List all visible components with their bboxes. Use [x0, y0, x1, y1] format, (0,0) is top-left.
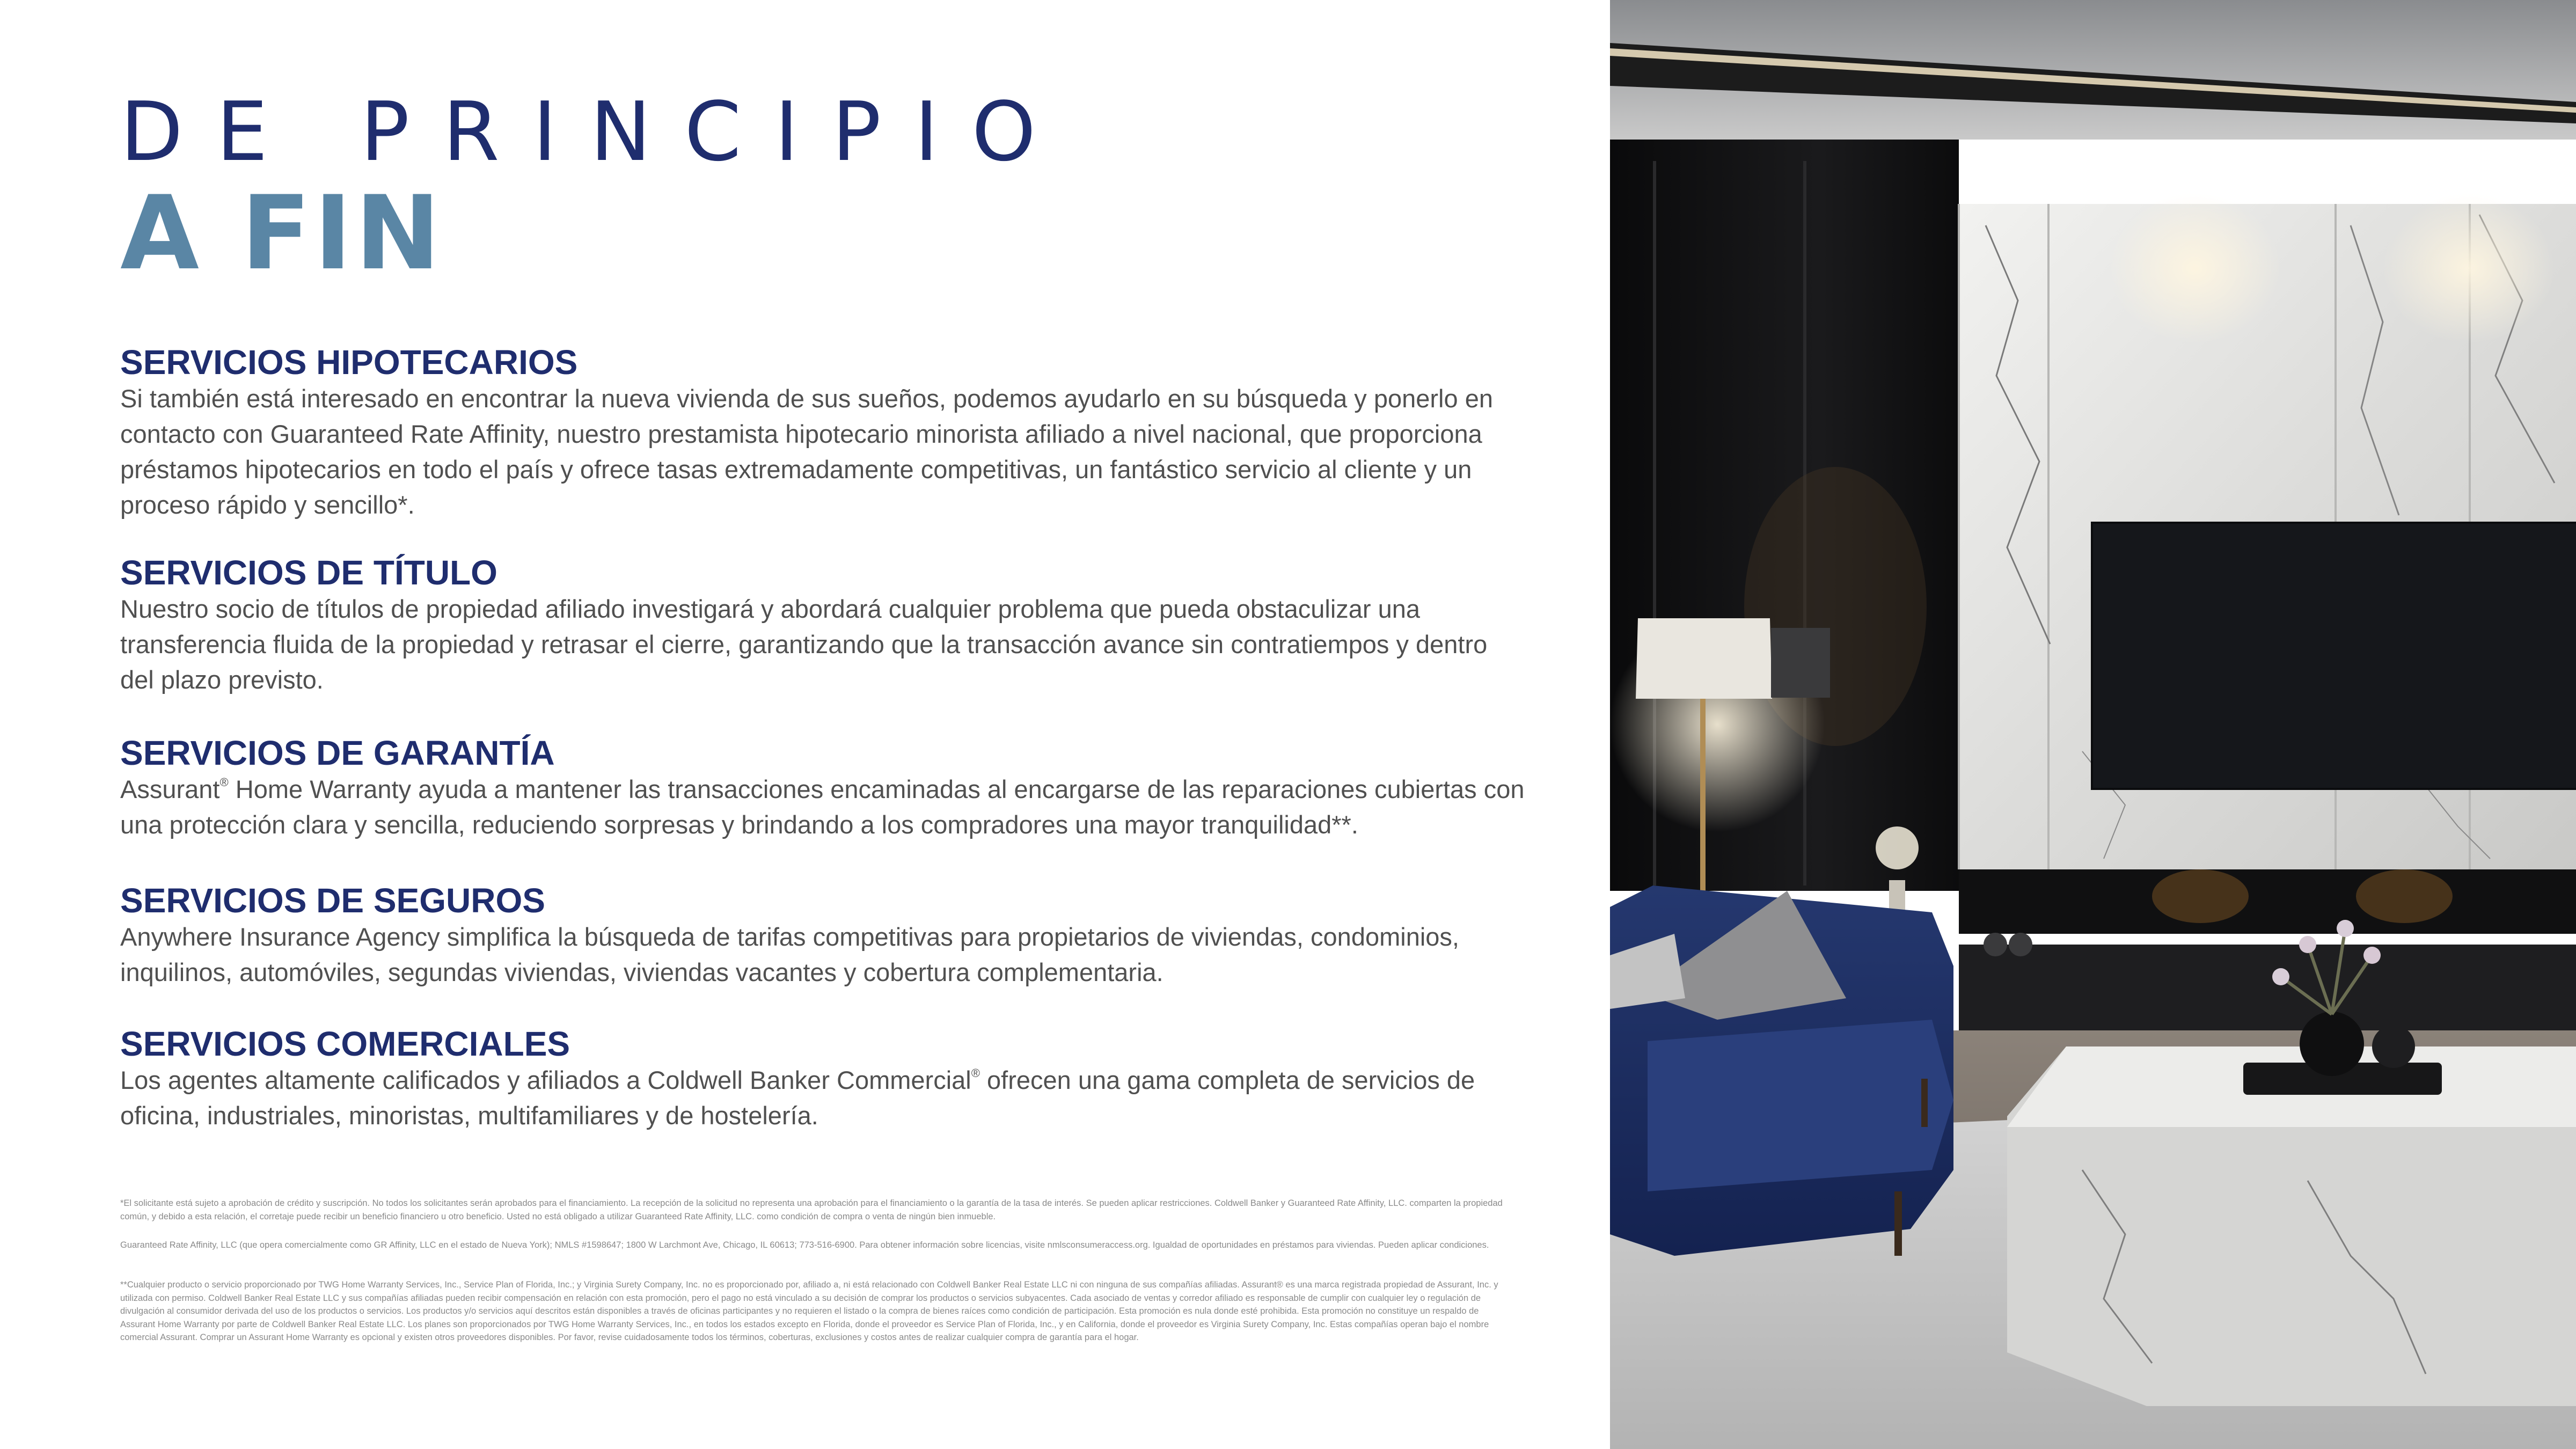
section-title-services [120, 554, 1526, 698]
section-title-title: SERVICIOS DE TÍTULO [120, 553, 497, 592]
section-title-warranty: SERVICIOS DE GARANTÍA [120, 734, 555, 772]
registered-mark: ® [219, 775, 229, 789]
section-commercial [120, 1025, 1526, 1133]
section-mortgage [120, 343, 1526, 523]
warranty-brand: Assurant [120, 775, 220, 803]
footnote-warranty-disclaimer: **Cualquier producto o servicio proporcionado por TWG Home Warranty Services, Inc., Service Plan of Florida, Inc.; y Virginia Surety Company, Inc. no es proporcionado por, afiliado a, ni está relacionado con Coldwell Banker Real Estate LLC ni con ninguna de sus compañías afiliadas. Assurant® es una marca registrada propiedad de Assurant, Inc. y utilizada con permiso. Coldwell Banker Real Estate LLC y sus compañías afiliadas pueden recibir compensación en relación con esta promoción, pero el pago no está vinculado a su decisión de comprar los productos o servicios subyacentes. Cada asociado de ventas y corredor afiliado es responsable de cumplir con cualquier ley o regulación de divulgación al consumidor derivada del uso de los productos o servicios. Los productos y/o servicios aquí descritos están disponibles a través de oficinas participantes y no requieren el listado o la compra de bienes raíces como condición de participación. Esta promoción es nula donde esté prohibida. Esta promoción no constituye un respaldo de Assurant Home Warranty por parte de Coldwell Banker Real Estate LLC. Los planes son proporcionados por TWG Home Warranty Services, Inc., en todos los estados excepto en Florida, donde el proveedor es Service Plan of Florida, Inc., y en California, donde el proveedor es Virginia Surety Company, Inc. Estas compañías operan bajo el nombre comercial Assurant. Comprar un Assurant Home Warranty es opcional y existen otros proveedores disponibles. Por favor, revise cuidadosamente todos los términos, coberturas, exclusiones y costos antes de realizar cualquier compra de garantía para el hogar. [120, 1280, 1498, 1342]
section-body-insurance: Anywhere Insurance Agency simplifica la búsqueda de tarifas competitivas para propietarios de viviendas, condominios, inquilinos, automóviles, segundas viviendas, viviendas vacantes y cobertura complementaria. [120, 923, 1459, 986]
section-title-commercial: SERVICIOS COMERCIALES [120, 1024, 570, 1063]
section-body-commercial [120, 1063, 1526, 1133]
section-body-mortgage: Si también está interesado en encontrar la nueva vivienda de sus sueños, podemos ayudarlo en su búsqueda y ponerlo en contacto con Guaranteed Rate Affinity, nuestro prestamista hipotecario minorista afiliado a nivel nacional, que proporciona préstamos hipotecarios en todo el país y ofrece tasas extremadamente competitivas, un fantástico servicio al cliente y un proceso rápido y sencillo*. [120, 384, 1493, 519]
section-warranty [120, 734, 1526, 843]
section-body-title: Nuestro socio de títulos de propiedad afiliado investigará y abordará cualquier problema que pueda obstaculizar una transferencia fluida de la propiedad y retrasar el cierre, garantizando que la transacción avance sin contratiempos y dentro del plazo previsto. [120, 595, 1488, 694]
footnote-lender-license: Guaranteed Rate Affinity, LLC (que opera comercialmente como GR Affinity, LLC en el estado de Nueva York); NMLS #1598647; 1800 W Larchmont Ave, Chicago, IL 60613; 773-516-6900. Para obtener información sobre licencias, visite nmlsconsumeraccess.org. Igualdad de oportunidades en préstamos para viviendas. Pueden aplicar condiciones. [120, 1240, 1489, 1250]
commercial-body-text: ofrecen una gama completa de servicios de oficina, industriales, minoristas, multifamiliares y de hostelería. [120, 1066, 1475, 1130]
section-body-warranty [120, 772, 1526, 843]
headline-line-1: DE PRINCIPIO [120, 84, 1070, 179]
headline-line-2: A FIN [120, 174, 444, 292]
living-room-photo [1610, 0, 2576, 1449]
section-insurance [120, 882, 1526, 990]
warranty-body-text: Home Warranty ayuda a mantener las transacciones encaminadas al encargarse de las reparaciones cubiertas con una protección clara y sencilla, reduciendo sorpresas y brindando a los compradores una mayor tranquilidad**. [120, 775, 1525, 839]
commercial-body-lead: Los agentes altamente calificados y afiliados a Coldwell Banker Commercial [120, 1066, 971, 1094]
section-title-insurance: SERVICIOS DE SEGUROS [120, 881, 545, 920]
footnote-financing: *El solicitante está sujeto a aprobación de crédito y suscripción. No todos los solicitantes serán aprobados para el financiamiento. La recepción de la solicitud no representa una aprobación para el financiamiento o la garantía de la tasa de interés. Se pueden aplicar restricciones. Coldwell Banker y Guaranteed Rate Affinity, LLC. comparten la propiedad común, y debido a esta relación, el corretaje puede recibir un beneficio financiero u otro beneficio. Usted no está obligado a utilizar Guaranteed Rate Affinity, LLC. como condición de compra o venta de ningún bien inmueble. [120, 1198, 1503, 1221]
section-title-mortgage: SERVICIOS HIPOTECARIOS [120, 343, 578, 382]
registered-mark: ® [971, 1066, 980, 1080]
